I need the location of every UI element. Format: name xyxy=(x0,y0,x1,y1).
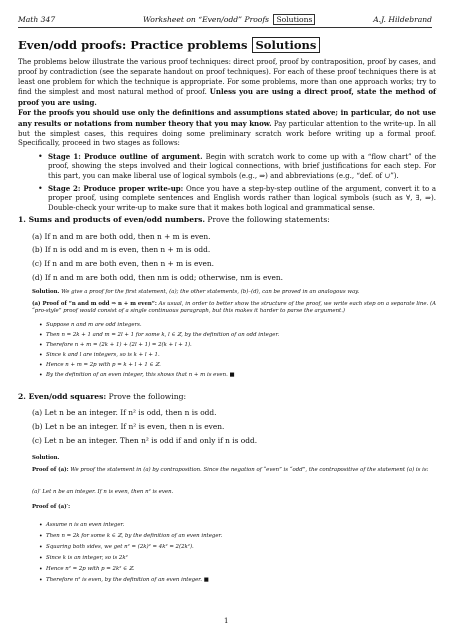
bullet-icon: • xyxy=(38,152,43,161)
bullet-icon: • xyxy=(39,543,43,551)
solutions-badge: Solutions xyxy=(273,14,315,25)
bullet-icon: • xyxy=(39,532,43,540)
problem-2-heading: 2. Even/odd squares: Prove the following: xyxy=(18,392,187,401)
stage-1-item: • Stage 1: Produce outline of argument. Begin with scratch work to come up with a “flow chart” of the proof, showing the steps involved and their logical connections, with brief justifications for each step. For this part, you can make liberal use of logical symbols (e.g., ⇒) and abbreviations (e.g., “def. of ∪”). xyxy=(38,152,436,180)
bullet-icon: • xyxy=(39,554,43,562)
page-header xyxy=(18,15,432,28)
proof-step: • Therefore n + m = (2k + 1) + (2l + 1) = 2(k + l + 1). xyxy=(39,341,192,349)
problem-2-contrapositive: (a)′ Let n be an integer. If n is even, then n² is even. xyxy=(32,489,174,495)
bullet-icon: • xyxy=(39,341,43,349)
proof-step: • Hence n² = 2p with p = 2k² ∈ ℤ. xyxy=(39,565,135,573)
bullet-icon: • xyxy=(39,521,43,529)
intro-paragraph-2: For the proofs you should use only the definitions and assumptions stated above; in particular, do not use any results or notations from number theory that you may know. Pay particular attention to the write-up. In all but the simplest cases, this requires doing some preliminary scratch work before writing up a formal proof. Specifically, proceed in two stages as follows: xyxy=(18,108,437,148)
problem-1-item-c: (c) If n and m are both even, then n + m is even. xyxy=(32,259,215,268)
bullet-icon: • xyxy=(39,321,43,329)
problem-2-proof-label: Proof of (a)′: xyxy=(32,504,71,510)
problem-1-item-d: (d) If n and m are both odd, then nm is odd; otherwise, nm is even. xyxy=(32,273,283,282)
author-name: A.J. Hildebrand xyxy=(373,15,432,24)
problem-2-item-c: (c) Let n be an integer. Then n² is odd if and only if n is odd. xyxy=(32,436,258,445)
bullet-icon: • xyxy=(39,331,43,339)
problem-2-item-a: (a) Let n be an integer. If n² is odd, then n is odd. xyxy=(32,408,217,417)
proof-step: • By the definition of an even integer, this shows that n + m is even. ■ xyxy=(39,371,235,379)
bullet-icon: • xyxy=(39,351,43,359)
bullet-icon: • xyxy=(39,576,43,584)
bullet-icon: • xyxy=(39,361,43,369)
proof-step: • Since k is an integer, so is 2k² xyxy=(39,554,128,562)
proof-step: • Squaring both sides, we get n² = (2k)² = 4k² = 2(2k²). xyxy=(39,543,194,551)
problem-2-item-b: (b) Let n be an integer. If n² is even, then n is even. xyxy=(32,422,225,431)
bullet-icon: • xyxy=(39,565,43,573)
proof-step: • Then n = 2k + 1 and m = 2l + 1 for some k, l ∈ ℤ, by the definition of an odd integer. xyxy=(39,331,280,339)
stage-2-item: • Stage 2: Produce proper write-up: Once you have a step-by-step outline of the argument, convert it to a proper proof, using complete sentences and English words rather than logical symbols (such as ∀, ∃, ⇒). Double-check your write-up to make sure that it makes both logical and grammatical sense. xyxy=(38,184,436,212)
bullet-icon: • xyxy=(38,184,43,193)
bullet-icon: • xyxy=(39,371,43,379)
proof-step: • Therefore n² is even, by the definition of an even integer. ■ xyxy=(39,576,209,584)
proof-step: • Then n = 2k for some k ∈ ℤ, by the definition of an even integer. xyxy=(39,532,223,540)
proof-step: • Since k and l are integers, so is k + l + 1. xyxy=(39,351,160,359)
problem-2-solution-label: Solution. xyxy=(32,455,60,461)
proof-step: • Suppose n and m are odd integers. xyxy=(39,321,142,329)
course-name: Math 347 xyxy=(18,15,56,24)
proof-step: • Assume n is an even integer. xyxy=(39,521,125,529)
intro-paragraph-1: The problems below illustrate the various proof techniques: direct proof, proof by contraposition, proof by cases, and proof by contradiction (see the separate handout on proof techniques). For each of these proof techniques there is at least one problem for which the technique is appropriate. For some problems, more than one approach works; try to find the simplest and most natural method of proof. Unless you are using a direct proof, state the method of proof you are using. xyxy=(18,58,436,108)
worksheet-name: Worksheet on “Even/odd” Proofs Solutions xyxy=(143,15,315,24)
problem-1-solution-intro: Solution. We give a proof for the first statement, (a); the other statements, (b)–(d), can be proved in an analogous way. xyxy=(32,289,360,295)
page-title: Even/odd proofs: Practice problems Solutions xyxy=(18,38,320,52)
problem-1-item-b: (b) If n is odd and m is even, then n + m is odd. xyxy=(32,245,211,254)
problem-2-proof-intro: Proof of (a): We proof the statement in (a) by contraposition. Since the negation of “even” is “odd”, the contrapositive of the statement (a) is is: xyxy=(32,467,429,473)
problem-1-item-a: (a) If n and m are both odd, then n + m is even. xyxy=(32,232,211,241)
page-number: 1 xyxy=(224,617,229,625)
problem-1-heading: 1. Sums and products of even/odd numbers. Prove the following statements: xyxy=(18,215,330,224)
problem-1-proof-intro: (a) Proof of “n and m odd ⇒ n + m even”: As usual, in order to better show the structure of the proof, we write each step on a separate line. (A “pro-style” proof would consist of a single continuous paragraph, but this makes it harder to parse the argument.) xyxy=(32,301,436,315)
title-badge: Solutions xyxy=(252,37,321,53)
proof-step: • Hence n + m = 2p with p = k + l + 1 ∈ ℤ. xyxy=(39,361,161,369)
